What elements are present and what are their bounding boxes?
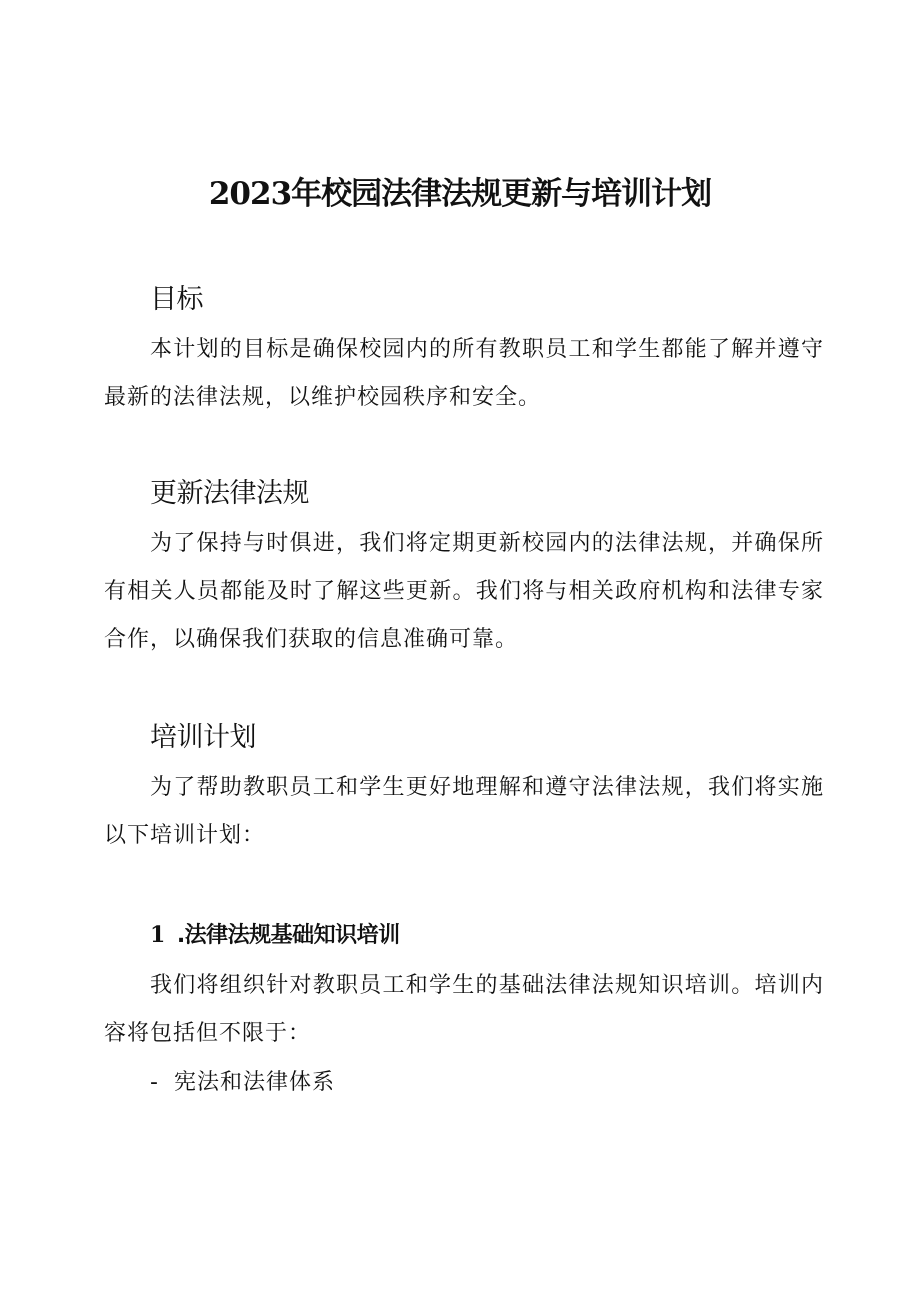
list-item: [150, 1066, 335, 1100]
section-paragraph-update: 为了保持与时俱进，我们将定期更新校园内的法律法规，并确保所有相关人员都能及时了解这些更新。我们将与相关政府机构和法律专家合作，以确保我们获取的信息准确可靠。: [104, 531, 824, 652]
subsection-heading: [150, 918, 400, 953]
subsection-number: 1: [150, 922, 165, 948]
document-title: 2023年校园法律法规更新与培训计划: [208, 176, 712, 212]
section-paragraph-training: 为了帮助教职员工和学生更好地理解和遵守法律法规，我们将实施以下培训计划：: [104, 775, 824, 848]
section-heading-update: 更新法律法规: [150, 478, 309, 509]
section-heading-training: 培训计划: [150, 722, 256, 753]
section-paragraph-goal: 本计划的目标是确保校园内的所有教职员工和学生都能了解并遵守最新的法律法规，以维护校园秩序和安全。: [104, 337, 824, 410]
bullet-marker: -: [150, 1070, 159, 1095]
section-heading-goal: 目标: [150, 284, 203, 315]
subsection-paragraph: 我们将组织针对教职员工和学生的基础法律法规知识培训。培训内容将包括但不限于：: [104, 973, 824, 1046]
bullet-text: 宪法和法律体系: [174, 1070, 336, 1095]
subsection-title: .法律法规基础知识培训: [176, 923, 400, 948]
